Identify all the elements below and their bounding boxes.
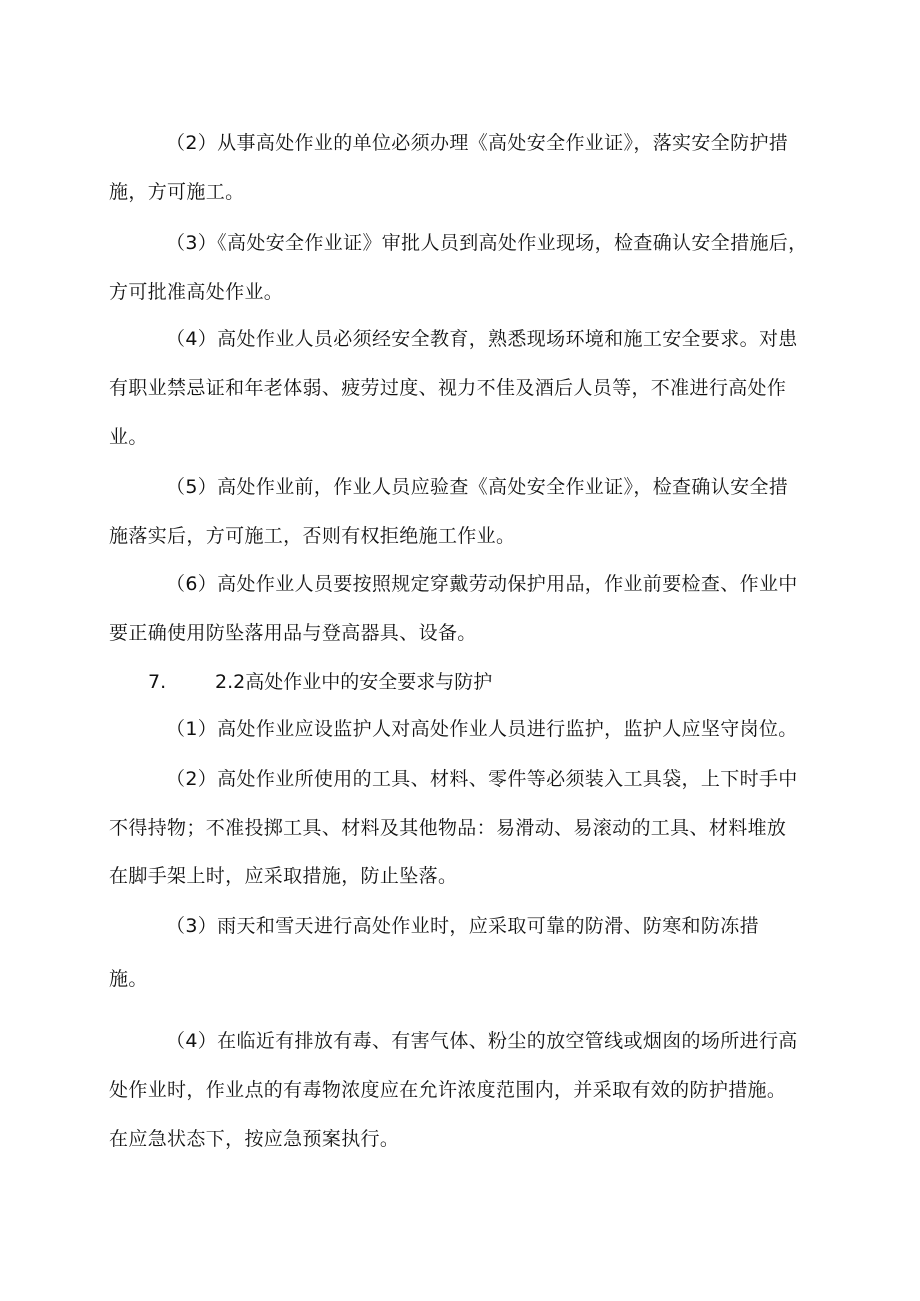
section-heading — [148, 670, 492, 694]
section-paragraph-3-line-1: （3）雨天和雪天进行高处作业时，应采取可靠的防滑、防寒和防冻措 — [166, 915, 759, 937]
section-paragraph-3-line-2: 施。 — [109, 968, 148, 990]
paragraph-6-line-2: 要正确使用防坠落用品与登高器具、设备。 — [109, 622, 477, 644]
section-title: 2.2高处作业中的安全要求与防护 — [215, 671, 493, 693]
paragraph-4-line-1: （4）高处作业人员必须经安全教育，熟悉现场环境和施工安全要求。对患 — [166, 328, 798, 350]
section-paragraph-4-line-1: （4）在临近有排放有毒、有害气体、粉尘的放空管线或烟囱的场所进行高 — [166, 1030, 798, 1052]
paragraph-4-line-3: 业。 — [109, 426, 148, 448]
section-number: 7. — [148, 671, 167, 693]
section-paragraph-4-line-3: 在应急状态下，按应急预案执行。 — [109, 1128, 400, 1150]
section-paragraph-2-line-1: （2）高处作业所使用的工具、材料、零件等必须装入工具袋，上下时手中 — [166, 768, 798, 790]
section-paragraph-2-line-2: 不得持物；不准投掷工具、材料及其他物品：易滑动、易滚动的工具、材料堆放 — [109, 817, 787, 839]
paragraph-2-line-1: （2）从事高处作业的单位必须办理《高处安全作业证》，落实安全防护措 — [166, 132, 789, 154]
paragraph-5-line-1: （5）高处作业前，作业人员应验查《高处安全作业证》，检查确认安全措 — [166, 476, 789, 498]
section-paragraph-1-line-1: （1）高处作业应设监护人对高处作业人员进行监护，监护人应坚守岗位。 — [166, 718, 798, 740]
paragraph-4-line-2: 有职业禁忌证和年老体弱、疲劳过度、视力不佳及酒后人员等，不准进行高处作 — [109, 377, 787, 399]
paragraph-6-line-1: （6）高处作业人员要按照规定穿戴劳动保护用品，作业前要检查、作业中 — [166, 573, 798, 595]
paragraph-3-line-2: 方可批准高处作业。 — [109, 281, 284, 303]
paragraph-3-line-1: （3）《高处安全作业证》审批人员到高处作业现场，检查确认安全措施后， — [166, 232, 808, 254]
paragraph-2-line-2: 施，方可施工。 — [109, 181, 245, 203]
section-paragraph-2-line-3: 在脚手架上时，应采取措施，防止坠落。 — [109, 865, 458, 887]
paragraph-5-line-2: 施落实后，方可施工，否则有权拒绝施工作业。 — [109, 525, 516, 547]
section-paragraph-4-line-2: 处作业时，作业点的有毒物浓度应在允许浓度范围内，并采取有效的防护措施。 — [109, 1079, 787, 1101]
